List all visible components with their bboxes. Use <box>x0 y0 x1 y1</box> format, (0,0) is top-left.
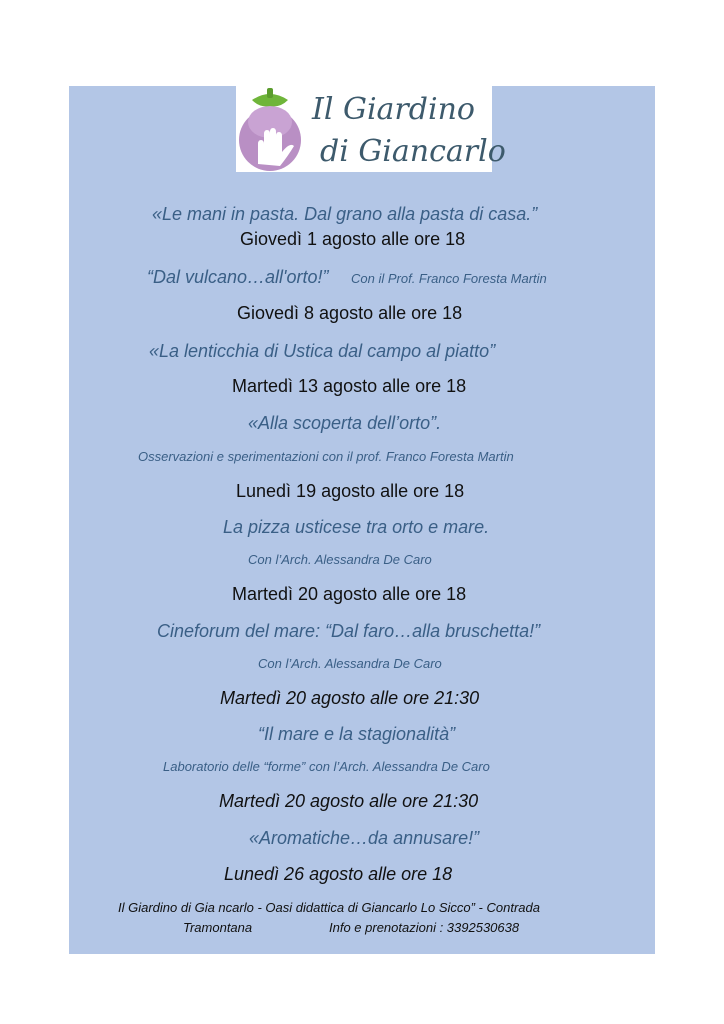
event-title: «Le mani in pasta. Dal grano alla pasta di casa.” <box>152 204 538 224</box>
eggplant-hand-icon <box>236 86 312 172</box>
logo <box>236 86 506 172</box>
event-title: “Il mare e la stagionalità” <box>258 724 456 744</box>
event-title: Cineforum del mare: “Dal faro…alla bruschetta!” <box>157 621 541 641</box>
footer-contact: Info e prenotazioni : 3392530638 <box>329 920 520 935</box>
event-title: «La lenticchia di Ustica dal campo al piatto” <box>149 341 496 361</box>
event-date: Giovedì 8 agosto alle ore 18 <box>237 303 463 323</box>
event-date: Martedì 20 agosto alle ore 18 <box>232 584 467 604</box>
footer-place: Tramontana <box>183 920 253 935</box>
event-speaker: Con l’Arch. Alessandra De Caro <box>258 656 442 671</box>
footer-address: Il Giardino di Gia ncarlo - Oasi didattica di Giancarlo Lo Sicco” - Contrada <box>118 900 540 915</box>
event-title: «Aromatiche…da annusare!” <box>249 828 480 848</box>
event-speaker: Con l’Arch. Alessandra De Caro <box>248 552 432 567</box>
event-date: Lunedì 26 agosto alle ore 18 <box>224 864 453 884</box>
event-date: Lunedì 19 agosto alle ore 18 <box>236 481 465 501</box>
event-date: Martedì 13 agosto alle ore 18 <box>232 376 467 396</box>
event-title: «Alla scoperta dell’orto”. <box>248 413 442 433</box>
event-speaker: Con il Prof. Franco Foresta Martin <box>351 271 547 286</box>
event-date: Giovedì 1 agosto alle ore 18 <box>240 229 466 249</box>
event-title: “Dal vulcano…all'orto!” <box>147 267 329 287</box>
event-date: Martedì 20 agosto alle ore 21:30 <box>220 688 480 708</box>
event-speaker: Laboratorio delle “forme” con l’Arch. Alessandra De Caro <box>163 759 490 774</box>
event-speaker: Osservazioni e sperimentazioni con il prof. Franco Foresta Martin <box>138 449 514 464</box>
logo-title-line1: Il Giardino <box>312 92 475 127</box>
event-date: Martedì 20 agosto alle ore 21:30 <box>219 791 479 811</box>
event-title: La pizza usticese tra orto e mare. <box>223 517 490 537</box>
logo-title-line2: di Giancarlo <box>320 134 506 169</box>
